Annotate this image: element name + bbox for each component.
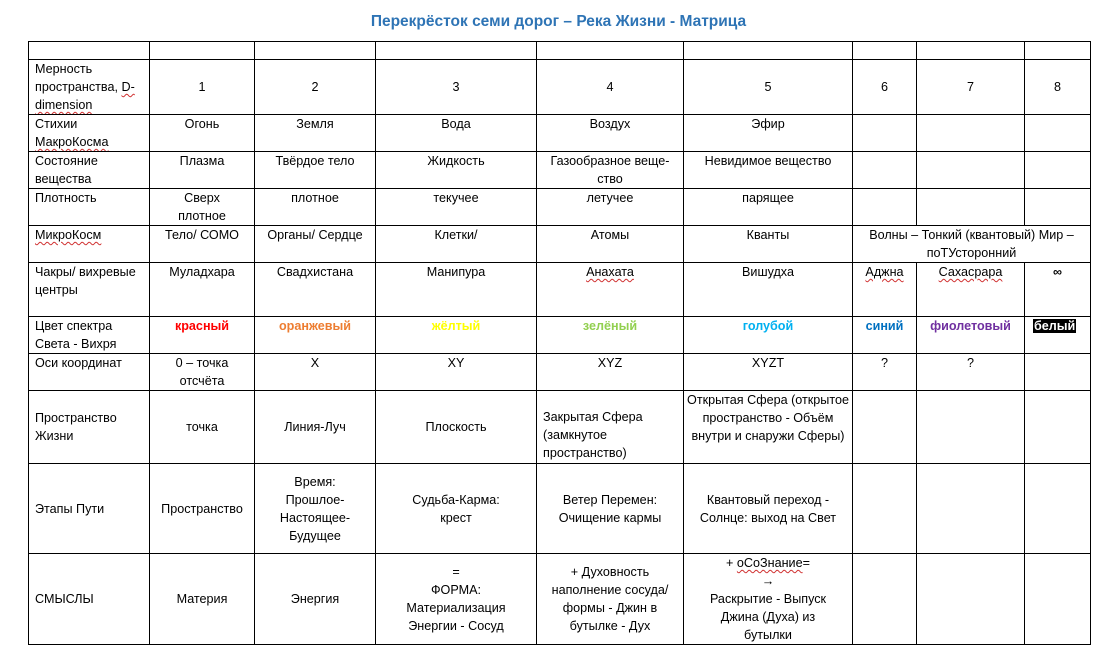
empty-cell: [917, 42, 1025, 60]
stage-cell: Ветер Перемен: Очищение кармы: [537, 464, 684, 554]
dimension-cell: 6: [853, 60, 917, 115]
consciousness-line: + оСоЗнание=: [726, 556, 810, 570]
empty-cell: [853, 152, 917, 189]
density-cell: парящее: [684, 189, 853, 226]
empty-cell: [917, 152, 1025, 189]
chakra-cell: Манипура: [376, 263, 537, 317]
stage-cell: Судьба-Карма: крест: [376, 464, 537, 554]
row-label-meanings: СМЫСЛЫ: [29, 554, 150, 645]
microcosm-cell: Органы/ Сердце: [255, 226, 376, 263]
empty-cell: [917, 189, 1025, 226]
axes-row: [29, 354, 1091, 391]
row-label-colors: Цвет спектра Света - Вихря: [29, 317, 150, 354]
axes-cell: XY: [376, 354, 537, 391]
dimension-cell: 1: [150, 60, 255, 115]
chakra-cell: Сахасрара: [917, 263, 1025, 317]
form-text: ФОРМА: Материализация Энергии - Сосуд: [406, 583, 506, 633]
row-label-space: Пространство Жизни: [29, 391, 150, 464]
row-label-axes: Оси координат: [29, 354, 150, 391]
density-cell: текучее: [376, 189, 537, 226]
chakra-cell: [1025, 263, 1091, 317]
meanings-row: [29, 554, 1091, 645]
chakra-cell: Муладхара: [150, 263, 255, 317]
row-label-state: Состояние вещества: [29, 152, 150, 189]
meaning-cell: [376, 554, 537, 645]
empty-cell: [853, 554, 917, 645]
empty-cell: [917, 464, 1025, 554]
microcosm-row: [29, 226, 1091, 263]
row-label-microcosm: МикроКосм: [29, 226, 150, 263]
element-cell: Земля: [255, 115, 376, 152]
axes-cell: 0 – точка отсчёта: [150, 354, 255, 391]
empty-cell: [1025, 152, 1091, 189]
empty-cell: [917, 391, 1025, 464]
microcosm-cell: Атомы: [537, 226, 684, 263]
density-cell: Сверх плотное: [150, 189, 255, 226]
elements-row: [29, 115, 1091, 152]
space-cell: точка: [150, 391, 255, 464]
meaning-cell: [684, 554, 853, 645]
density-cell: летучее: [537, 189, 684, 226]
space-cell: Плоскость: [376, 391, 537, 464]
row-label-elements: Стихии МакроКосма: [29, 115, 150, 152]
element-cell: Огонь: [150, 115, 255, 152]
microcosm-cell: Клетки/: [376, 226, 537, 263]
state-cell: Газообразное веще-ство: [537, 152, 684, 189]
stage-cell: Квантовый переход - Солнце: выход на Свет: [684, 464, 853, 554]
color-cell-green: зелёный: [537, 317, 684, 354]
empty-cell: [917, 115, 1025, 152]
axes-cell: ?: [853, 354, 917, 391]
dimension-cell: 3: [376, 60, 537, 115]
empty-cell: [29, 42, 150, 60]
empty-cell: [684, 42, 853, 60]
chakra-cell: Анахата: [537, 263, 684, 317]
subtle-world-cell: Волны – Тонкий (квантовый) Мир – поТУсторонний: [853, 226, 1091, 263]
axes-cell: XYZT: [684, 354, 853, 391]
color-cell-yellow: жёлтый: [376, 317, 537, 354]
empty-cell: [853, 464, 917, 554]
dimension-cell: 4: [537, 60, 684, 115]
row-label-stages: Этапы Пути: [29, 464, 150, 554]
colors-row: [29, 317, 1091, 354]
release-text: Раскрытие - Выпуск Джина (Духа) из бутылки: [709, 592, 827, 642]
color-cell-violet: фиолетовый: [917, 317, 1025, 354]
infinity-symbol: ∞: [1053, 265, 1062, 279]
state-row: [29, 152, 1091, 189]
empty-header-row: [29, 42, 1091, 60]
axes-cell: X: [255, 354, 376, 391]
space-cell: Закрытая Сфера (замкнутое пространство): [537, 391, 684, 464]
empty-cell: [853, 391, 917, 464]
space-row: [29, 391, 1091, 464]
empty-cell: [1025, 554, 1091, 645]
arrow-right-icon: →: [761, 574, 775, 588]
page-title: Перекрёсток семи дорог – Река Жизни - Матрица: [370, 13, 747, 30]
row-label-chakras: Чакры/ вихревые центры: [29, 263, 150, 317]
state-cell: Невидимое вещество: [684, 152, 853, 189]
chakras-row: [29, 263, 1091, 317]
meaning-cell: + Духовность наполнение сосуда/формы - Джин в бутылке - Дух: [537, 554, 684, 645]
space-cell: Линия-Луч: [255, 391, 376, 464]
state-cell: Твёрдое тело: [255, 152, 376, 189]
chakra-cell: Вишудха: [684, 263, 853, 317]
meaning-cell: Материя: [150, 554, 255, 645]
matrix-table: [28, 41, 1091, 645]
row-label-density: Плотность: [29, 189, 150, 226]
empty-cell: [150, 42, 255, 60]
stage-cell: Время: Прошлое-Настоящее-Будущее: [255, 464, 376, 554]
empty-cell: [853, 189, 917, 226]
empty-cell: [537, 42, 684, 60]
color-cell-red: красный: [150, 317, 255, 354]
empty-cell: [255, 42, 376, 60]
axes-cell: ?: [917, 354, 1025, 391]
color-cell-blue: синий: [853, 317, 917, 354]
space-cell: Открытая Сфера (открытое пространство - Объём внутри и снаружи Сферы): [684, 391, 853, 464]
element-cell: Воздух: [537, 115, 684, 152]
dimension-cell: 5: [684, 60, 853, 115]
dimension-row: [29, 60, 1091, 115]
meaning-cell: Энергия: [255, 554, 376, 645]
empty-cell: [1025, 189, 1091, 226]
empty-cell: [1025, 115, 1091, 152]
empty-cell: [1025, 391, 1091, 464]
empty-cell: [853, 115, 917, 152]
element-cell: Эфир: [684, 115, 853, 152]
state-cell: Плазма: [150, 152, 255, 189]
empty-cell: [376, 42, 537, 60]
stages-row: [29, 464, 1091, 554]
row-label-dimension: Мерность пространства, D-dimension: [29, 60, 150, 115]
density-row: [29, 189, 1091, 226]
dimension-cell: 7: [917, 60, 1025, 115]
empty-cell: [1025, 354, 1091, 391]
empty-cell: [853, 42, 917, 60]
empty-cell: [1025, 42, 1091, 60]
stage-cell: Пространство: [150, 464, 255, 554]
equals-sign: =: [452, 565, 460, 579]
microcosm-cell: Тело/ СОМО: [150, 226, 255, 263]
element-cell: Вода: [376, 115, 537, 152]
density-cell: плотное: [255, 189, 376, 226]
state-cell: Жидкость: [376, 152, 537, 189]
empty-cell: [917, 554, 1025, 645]
axes-cell: XYZ: [537, 354, 684, 391]
empty-cell: [1025, 464, 1091, 554]
color-cell-orange: оранжевый: [255, 317, 376, 354]
dimension-cell: 2: [255, 60, 376, 115]
color-cell-white: белый: [1025, 317, 1091, 354]
chakra-cell: Свадхистана: [255, 263, 376, 317]
microcosm-cell: Кванты: [684, 226, 853, 263]
dimension-cell: 8: [1025, 60, 1091, 115]
chakra-cell: Аджна: [853, 263, 917, 317]
color-cell-light-blue: голубой: [684, 317, 853, 354]
